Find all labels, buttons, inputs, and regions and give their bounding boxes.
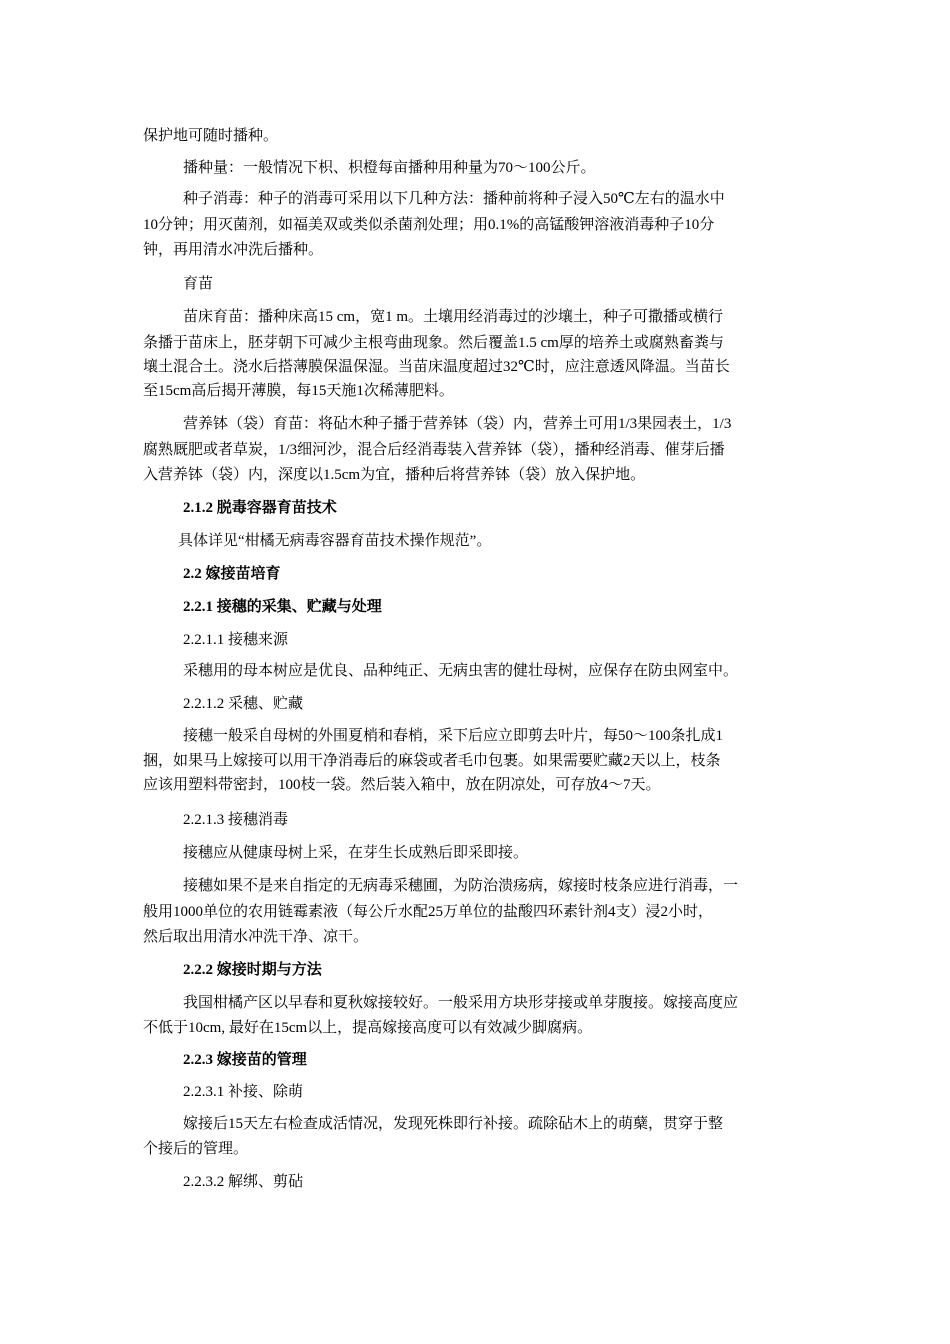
paragraph-line: 10分钟；用灭菌剂，如福美双或类似杀菌剂处理；用0.1%的高锰酸钾溶液消毒种子10分 [143, 217, 715, 233]
paragraph-line: 接穗一般采自母树的外围夏梢和春梢，采下后应立即剪去叶片，每50～100条扎成1 [183, 728, 724, 744]
paragraph-line: 种子消毒：种子的消毒可采用以下几种方法：播种前将种子浸入50℃左右的温水中 [183, 191, 725, 207]
paragraph-line: 保护地可随时播种。 [143, 128, 279, 144]
paragraph-line: 个接后的管理。 [143, 1141, 249, 1157]
paragraph-line: 般用1000单位的农用链霉素液（每公斤水配25万单位的盐酸四环素针剂4支）浸2小时， [143, 904, 714, 920]
section-heading-2-1-2: 2.1.2 脱毒容器育苗技术 [183, 500, 337, 516]
paragraph-line: 营养钵（袋）育苗：将砧木种子播于营养钵（袋）内，营养土可用1/3果园表土，1/3 [183, 416, 732, 432]
section-subheading: 2.2.1.1 接穗来源 [183, 632, 289, 648]
paragraph-line: 我国柑橘产区以早春和夏秋嫁接较好。一般采用方块形芽接或单芽腹接。嫁接高度应 [183, 995, 739, 1011]
section-subheading: 2.2.1.3 接穗消毒 [183, 812, 289, 828]
paragraph-line: 捆，如果马上嫁接可以用干净消毒后的麻袋或者毛巾包裹。如果需要贮藏2天以上，枝条 [143, 753, 721, 769]
paragraph-line: 接穗如果不是来自指定的无病毒采穗圃，为防治溃疡病，嫁接时枝条应进行消毒，一 [183, 878, 739, 894]
section-subheading: 2.2.1.2 采穗、贮藏 [183, 696, 304, 712]
paragraph-line: 腐熟厩肥或者草炭，1/3细河沙，混合后经消毒装入营养钵（袋），播种经消毒、催芽后播 [143, 442, 725, 458]
paragraph-line: 应该用塑料带密封，100枝一袋。然后装入箱中，放在阴凉处，可存放4～7天。 [143, 777, 661, 793]
section-heading-2-2-3: 2.2.3 嫁接苗的管理 [183, 1052, 307, 1068]
section-heading-2-2: 2.2 嫁接苗培育 [183, 566, 281, 582]
paragraph-line: 播种量：一般情况下枳、枳橙每亩播种用种量为70～100公斤。 [183, 160, 596, 176]
paragraph-line: 具体详见“柑橘无病毒容器育苗技术操作规范”。 [178, 533, 492, 549]
section-subheading: 育苗 [183, 276, 214, 292]
paragraph-line: 然后取出用清水冲洗干净、凉干。 [143, 929, 369, 945]
paragraph-line: 壤土混合土。浇水后搭薄膜保温保湿。当苗床温度超过32℃时，应注意透风降温。当苗长 [143, 359, 730, 375]
section-heading-2-2-2: 2.2.2 嫁接时期与方法 [183, 962, 322, 978]
paragraph-line: 接穗应从健康母树上采，在芽生长成熟后即采即接。 [183, 845, 529, 861]
paragraph-line: 采穗用的母本树应是优良、品种纯正、无病虫害的健壮母树，应保存在防虫网室中。 [183, 663, 739, 679]
section-subheading: 2.2.3.1 补接、除萌 [183, 1084, 304, 1100]
paragraph-line: 入营养钵（袋）内，深度以1.5cm为宜，播种后将营养钵（袋）放入保护地。 [143, 467, 646, 483]
paragraph-line: 不低于10cm, 最好在15cm以上，提高嫁接高度可以有效减少脚腐病。 [143, 1020, 593, 1036]
section-heading-2-2-1: 2.2.1 接穗的采集、贮藏与处理 [183, 599, 382, 615]
section-subheading: 2.2.3.2 解绑、剪砧 [183, 1174, 304, 1190]
paragraph-line: 至15cm高后揭开薄膜，每15天施1次稀薄肥料。 [143, 383, 454, 399]
paragraph-line: 苗床育苗：播种床高15 cm，宽1 m。土壤用经消毒过的沙壤土，种子可撒播或横行 [183, 309, 723, 325]
paragraph-line: 钟，再用清水冲洗后播种。 [143, 242, 324, 258]
paragraph-line: 条播于苗床上，胚芽朝下可减少主根弯曲现象。然后覆盖1.5 cm厚的培养土或腐熟畜粪与 [143, 335, 724, 351]
paragraph-line: 嫁接后15天左右检查成活情况，发现死株即行补接。疏除砧木上的萌蘖，贯穿于整 [183, 1116, 724, 1132]
